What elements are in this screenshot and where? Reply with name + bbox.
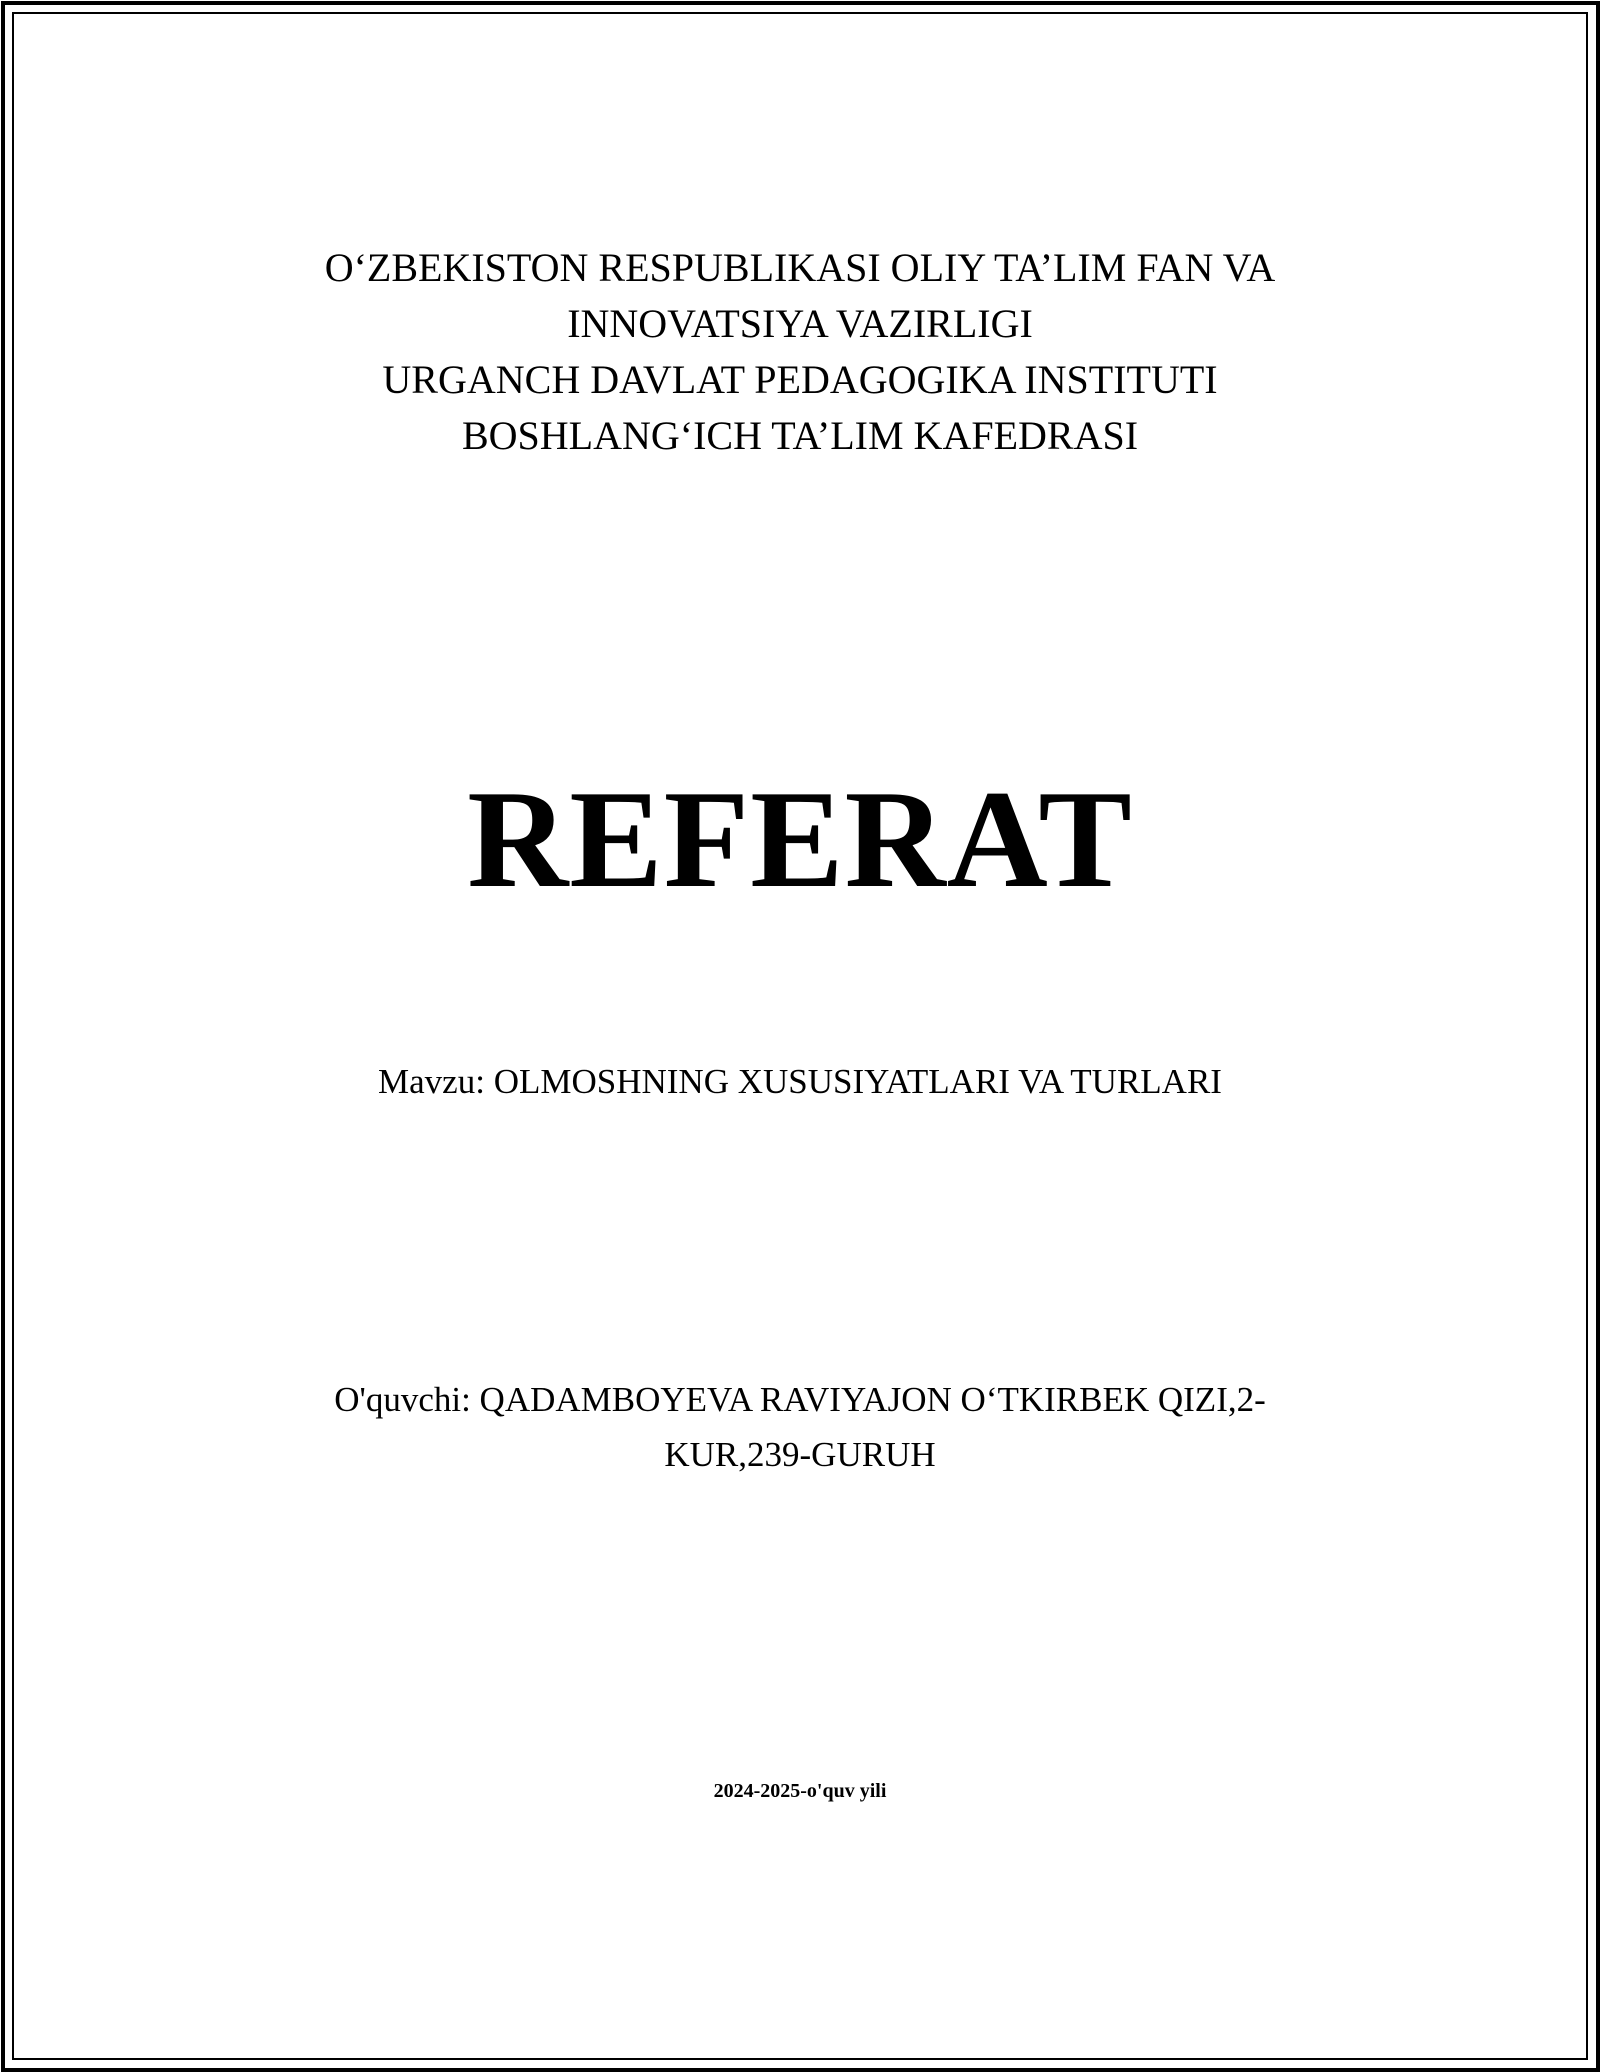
academic-year: 2024-2025-o'quv yili — [713, 1780, 887, 1802]
topic-line: Mavzu: OLMOSHNING XUSUSIYATLARI VA TURLARI — [378, 1062, 1222, 1101]
document-title: REFERAT — [467, 762, 1133, 917]
student-info: O'quvchi: QADAMBOYEVA RAVIYAJON O‘TKIRBEK QIZI,2-KUR,239-GURUH — [334, 1380, 1266, 1474]
header-line-2: INNOVATSIYA VAZIRLIGI — [567, 301, 1033, 346]
ministry-header — [0, 240, 1600, 464]
header-line-1: O‘ZBEKISTON RESPUBLIKASI OLIY TA’LIM FAN VA — [324, 245, 1276, 290]
header-line-4: BOSHLANG‘ICH TA’LIM KAFEDRASI — [461, 413, 1139, 458]
header-line-3: URGANCH DAVLAT PEDAGOGIKA INSTITUTI — [382, 357, 1218, 402]
